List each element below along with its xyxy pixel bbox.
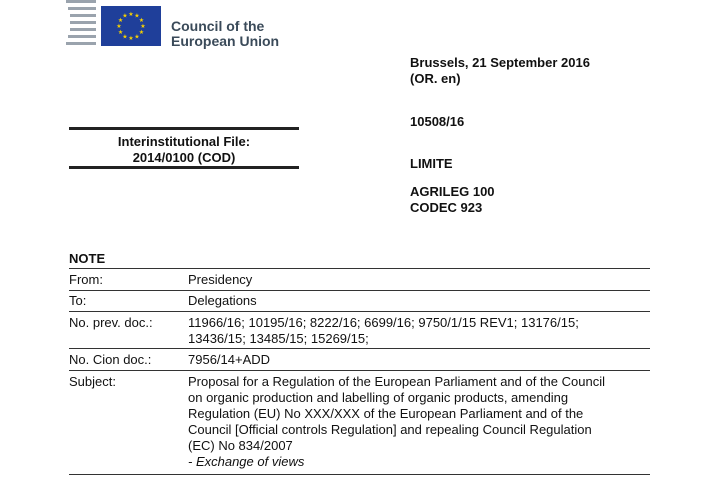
subject-value [188,374,648,470]
document-number: 10508/16 [410,114,465,129]
to-value: Delegations [188,293,257,308]
svg-text:★: ★ [117,17,124,24]
original-language: (OR. en) [410,71,461,86]
subject-line: Regulation (EU) No XXX/XXX of the European Parliament and of the [188,406,584,421]
org-name-line1: Council of the [171,18,265,34]
subject-line: Proposal for a Regulation of the European Parliament and of the Council [188,374,605,389]
note-rule [69,268,650,269]
svg-text:★: ★ [134,12,140,20]
subject-line: Council [Official controls Regulation] and repealing Council Regulation [188,422,592,437]
interinstitutional-top-rule [69,127,299,130]
interinstitutional-value: 2014/0100 (COD) [132,150,236,165]
classification: LIMITE [410,156,453,171]
svg-text:★: ★ [128,35,134,42]
eu-flag-icon [101,6,161,46]
svg-text:★: ★ [134,33,140,41]
subject-line: (EC) No 834/2007 [188,438,293,453]
subject-label: Subject: [69,374,116,389]
prev-doc-value [188,315,648,347]
svg-text:★: ★ [122,12,128,20]
from-value: Presidency [188,272,253,287]
svg-text:★: ★ [116,23,122,30]
from-label: From: [69,272,103,287]
svg-text:★: ★ [140,23,146,30]
note-rule [69,290,650,291]
org-name-line2: European Union [171,33,280,49]
note-title: NOTE [69,251,106,266]
to-label: To: [69,293,87,308]
council-logo-lines [66,0,96,46]
subject-subline: - Exchange of views [188,454,305,469]
note-rule [69,474,650,475]
prev-doc-label: No. prev. doc.: [69,315,153,330]
cion-doc-label: No. Cion doc.: [69,352,152,367]
svg-text:★: ★ [128,11,134,18]
note-rule [69,348,650,349]
interinstitutional-file [69,134,299,166]
svg-text:★: ★ [138,29,145,36]
svg-text:★: ★ [138,17,145,24]
code-codec: CODEC 923 [410,200,483,215]
note-rule [69,311,650,312]
prev-doc-line: 13436/15; 13485/15; 15269/15; [188,331,369,346]
organization-name [171,19,279,49]
svg-text:★: ★ [117,29,124,36]
interinstitutional-bottom-rule [69,166,299,169]
code-agrileg: AGRILEG 100 [410,184,495,199]
prev-doc-line: 11966/16; 10195/16; 8222/16; 6699/16; 9750/1/15 REV1; 13176/15; [188,315,579,330]
place-date: Brussels, 21 September 2016 [410,55,590,70]
svg-text:★: ★ [122,33,128,41]
interinstitutional-label: Interinstitutional File: [117,134,251,149]
subject-line: on organic production and labelling of organic products, amending [188,390,569,405]
note-rule [69,370,650,371]
cion-doc-value: 7956/14+ADD [188,352,271,367]
